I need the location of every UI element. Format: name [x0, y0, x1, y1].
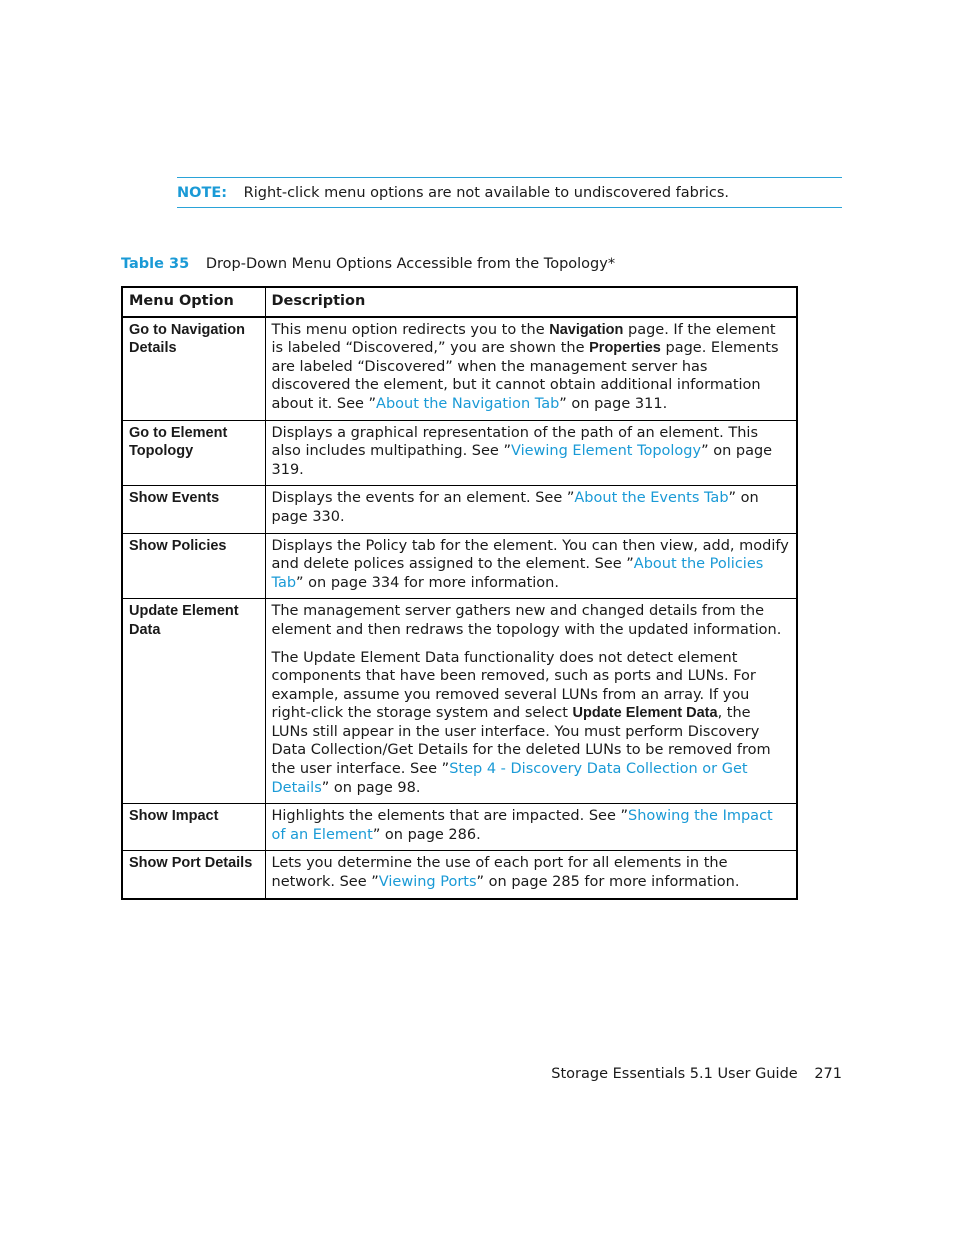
description-text: ” on page 319.	[271, 443, 773, 478]
table-row	[122, 317, 797, 420]
menu-option-cell: Show Policies	[122, 533, 265, 599]
table-row	[122, 804, 797, 851]
description-text: The management server gathers new and changed details from the element and then redraws the topology with the updated information.	[271, 603, 782, 638]
menu-option-cell: Show Port Details	[122, 851, 265, 899]
description-text: , the LUNs still appear in the user interface. You must perform Discovery Data Collection/Get Details for the deleted LUNs to be removed from the user interface. See ”	[271, 705, 771, 778]
description-text: page. If the element is labeled “Discovered,” you are shown the	[271, 321, 776, 357]
menu-options-table	[121, 286, 798, 900]
table-caption	[121, 256, 615, 272]
menu-option-cell: Go to Navigation Details	[122, 317, 265, 420]
cross-reference-link[interactable]: Viewing Element Topology	[510, 443, 702, 460]
menu-option-cell: Go to Element Topology	[122, 420, 265, 486]
description-paragraph	[272, 807, 791, 844]
description-cell	[265, 317, 797, 420]
description-text: ” on page 334 for more information.	[296, 574, 559, 591]
description-paragraph	[272, 602, 791, 639]
table-row	[122, 599, 797, 804]
note-box	[177, 177, 842, 208]
cross-reference-link[interactable]: Viewing Ports	[378, 874, 477, 891]
description-cell	[265, 486, 797, 533]
description-paragraph	[272, 537, 791, 593]
description-paragraph	[272, 489, 791, 526]
cross-reference-link[interactable]: Showing the Impact of an Element	[271, 808, 773, 843]
table-row	[122, 486, 797, 533]
description-text: ” on page 330.	[271, 490, 759, 525]
description-paragraph	[272, 424, 791, 480]
description-text: ” on page 286.	[372, 826, 481, 843]
menu-option-cell: Show Impact	[122, 804, 265, 851]
description-cell	[265, 804, 797, 851]
table-row	[122, 533, 797, 599]
description-text: Lets you determine the use of each port for all elements in the network. See ”	[271, 855, 728, 891]
description-text: This menu option redirects you to the	[271, 321, 550, 338]
bold-keyword: Properties	[589, 340, 661, 357]
table-row	[122, 851, 797, 899]
description-text: Displays the Policy tab for the element. You can then view, add, modify and delete polices assigned to the element. See ”	[271, 537, 789, 573]
cross-reference-link[interactable]: About the Policies Tab	[271, 556, 764, 591]
column-header-description: Description	[265, 287, 797, 317]
description-text: ” on page 311.	[559, 395, 668, 412]
cross-reference-link[interactable]: About the Events Tab	[574, 490, 729, 507]
description-cell	[265, 533, 797, 599]
page-footer	[551, 1066, 842, 1082]
description-paragraph	[272, 649, 791, 798]
description-cell	[265, 420, 797, 486]
description-paragraph	[272, 321, 791, 414]
guide-title: Storage Essentials 5.1 User Guide	[551, 1066, 798, 1082]
description-text: The Update Element Data functionality does not detect element components that have been removed, such as ports and LUNs. For example, assume you removed several LUNs from an array. If you right-click the storage system and select	[271, 649, 756, 722]
description-text: Displays the events for an element. See ”	[271, 490, 575, 507]
cross-reference-link[interactable]: About the Navigation Tab	[376, 395, 560, 412]
note-text: Right-click menu options are not available to undiscovered fabrics.	[243, 185, 729, 201]
bold-keyword: Navigation	[549, 321, 624, 338]
description-paragraph	[272, 854, 791, 891]
table-row	[122, 420, 797, 486]
bold-keyword: Update Element Data	[572, 705, 718, 722]
table-number: Table 35	[121, 256, 190, 272]
menu-option-cell: Show Events	[122, 486, 265, 533]
description-cell	[265, 599, 797, 804]
page-number: 271	[814, 1066, 842, 1082]
table-header-row	[122, 287, 797, 317]
description-text: ” on page 98.	[321, 779, 421, 796]
note-label: NOTE:	[177, 185, 228, 201]
menu-option-cell: Update Element Data	[122, 599, 265, 804]
table-title: Drop-Down Menu Options Accessible from the Topology*	[205, 256, 616, 272]
cross-reference-link[interactable]: Step 4 - Discovery Data Collection or Get Details	[271, 761, 748, 796]
description-text: page. Elements are labeled “Discovered” when the management server has discovered the element, but it cannot obtain additional information about it. See ”	[271, 340, 779, 412]
column-header-menu-option: Menu Option	[122, 287, 265, 317]
description-text: Highlights the elements that are impacted. See ”	[271, 808, 629, 825]
description-cell	[265, 851, 797, 899]
description-text: Displays a graphical representation of the path of an element. This also includes multipathing. See ”	[271, 424, 759, 460]
description-text: ” on page 285 for more information.	[476, 874, 740, 891]
